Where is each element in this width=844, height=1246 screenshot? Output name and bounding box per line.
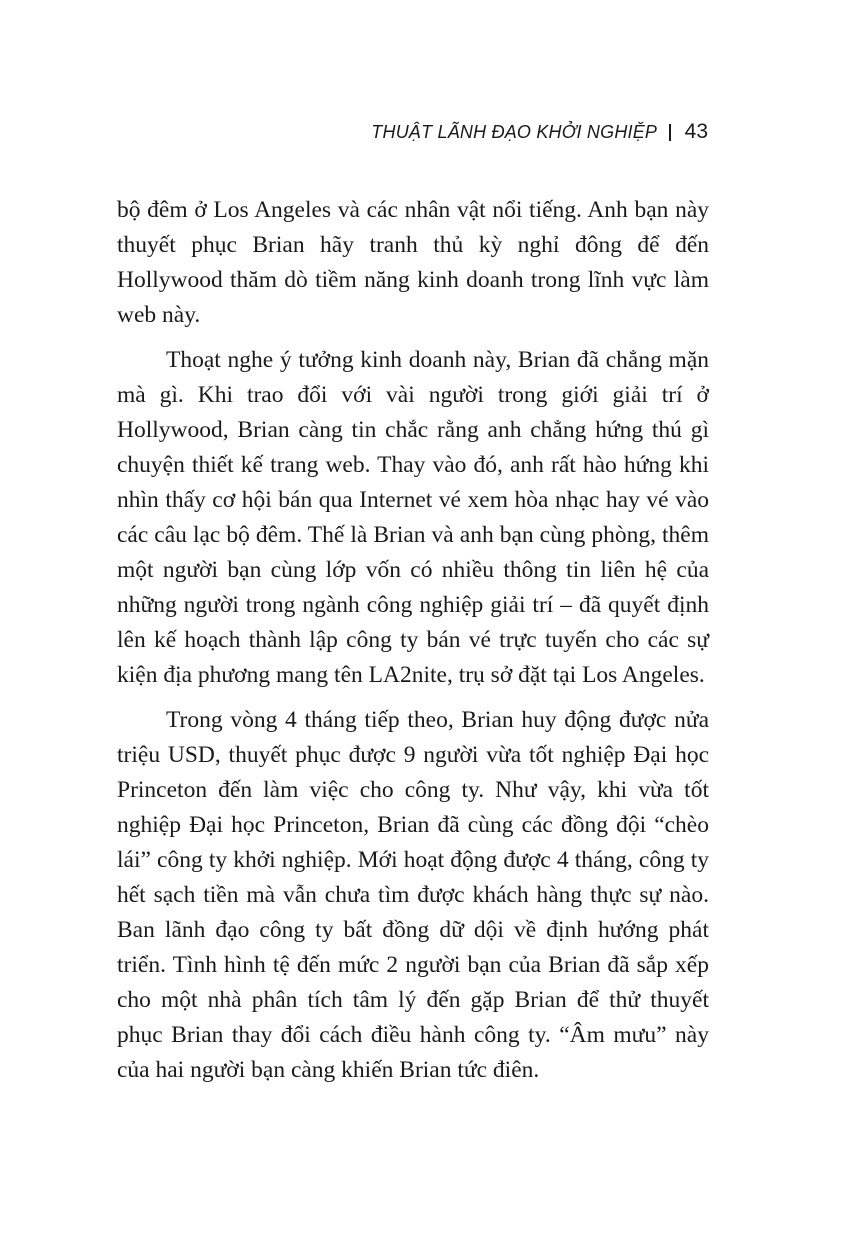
running-title: THUẬT LÃNH ĐẠO KHỞI NGHIỆP xyxy=(371,121,658,142)
body-text xyxy=(117,193,709,1098)
paragraph-3: Trong vòng 4 tháng tiếp theo, Brian huy động được nửa triệu USD, thuyết phục được 9 người vừa tốt nghiệp Đại học Princeton đến làm việc cho công ty. Như vậy, khi vừa tốt nghiệp Đại học Princeton, Brian đã cùng các đồng đội “chèo lái” công ty khởi nghiệp. Mới hoạt động được 4 tháng, công ty hết sạch tiền mà vẫn chưa tìm được khách hàng thực sự nào. Ban lãnh đạo công ty bất đồng dữ dội về định hướng phát triển. Tình hình tệ đến mức 2 người bạn của Brian đã sắp xếp cho một nhà phân tích tâm lý đến gặp Brian để thử thuyết phục Brian thay đổi cách điều hành công ty. “Âm mưu” này của hai người bạn càng khiến Brian tức điên. xyxy=(117,707,709,1083)
page-number: 43 xyxy=(684,120,708,143)
paragraph-1: bộ đêm ở Los Angeles và các nhân vật nổi tiếng. Anh bạn này thuyết phục Brian hãy tranh thủ kỳ nghỉ đông để đến Hollywood thăm dò tiềm năng kinh doanh trong lĩnh vực làm web này. xyxy=(117,197,709,328)
header-separator xyxy=(669,124,671,141)
paragraph-2: Thoạt nghe ý tưởng kinh doanh này, Brian đã chẳng mặn mà gì. Khi trao đổi với vài người trong giới giải trí ở Hollywood, Brian càng tin chắc rằng anh chẳng hứng thú gì chuyện thiết kế trang web. Thay vào đó, anh rất hào hứng khi nhìn thấy cơ hội bán qua Internet vé xem hòa nhạc hay vé vào các câu lạc bộ đêm. Thế là Brian và anh bạn cùng phòng, thêm một người bạn cùng lớp vốn có nhiều thông tin liên hệ của những người trong ngành công nghiệp giải trí – đã quyết định lên kế hoạch thành lập công ty bán vé trực tuyến cho các sự kiện địa phương mang tên LA2nite, trụ sở đặt tại Los Angeles. xyxy=(117,347,709,688)
running-header xyxy=(371,120,708,144)
